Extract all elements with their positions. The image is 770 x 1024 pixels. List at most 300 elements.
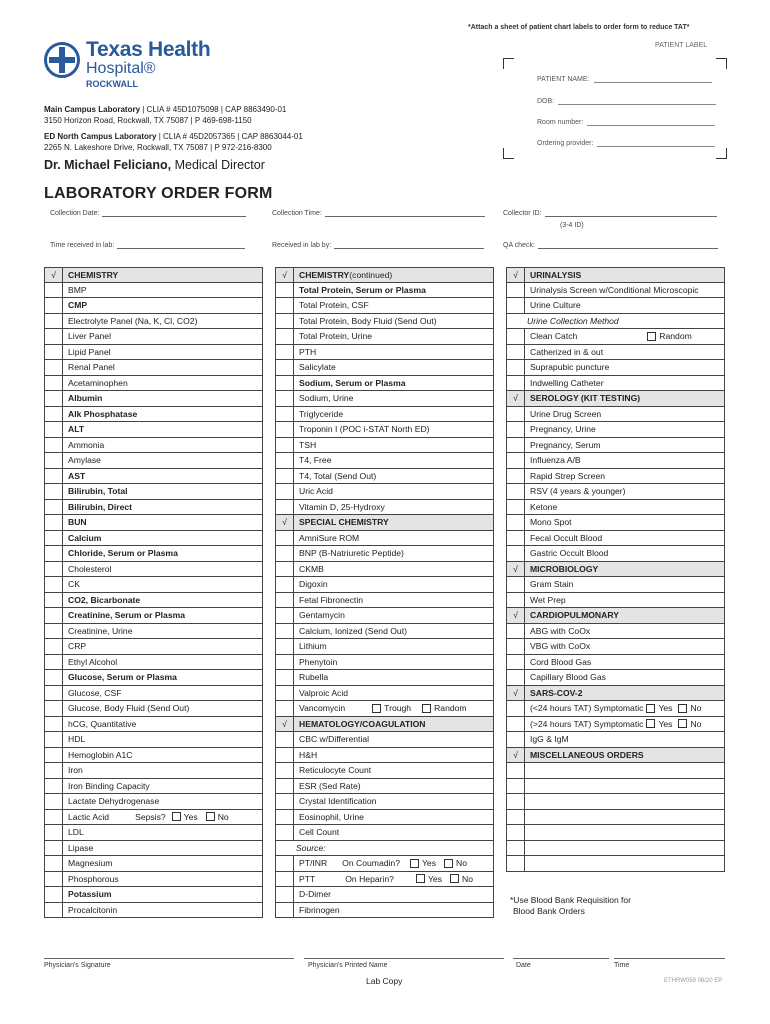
test-row-eosinophil-urine[interactable] bbox=[275, 810, 494, 826]
sars-yes-checkbox[interactable] bbox=[646, 719, 655, 728]
check-mark-icon: √ bbox=[507, 748, 525, 763]
order-checkbox[interactable] bbox=[276, 887, 294, 902]
order-checkbox[interactable] bbox=[45, 903, 63, 918]
order-checkbox[interactable] bbox=[45, 329, 63, 344]
test-row-glucose-serum-or-plasma[interactable] bbox=[44, 670, 263, 686]
test-row-suprapubic-puncture[interactable] bbox=[506, 360, 725, 376]
test-row-amnisure-rom[interactable] bbox=[275, 531, 494, 547]
blank-order-row[interactable] bbox=[506, 779, 725, 795]
order-checkbox[interactable] bbox=[45, 484, 63, 499]
test-row-creatinine-serum-or-plasma[interactable] bbox=[44, 608, 263, 624]
order-checkbox[interactable] bbox=[507, 329, 525, 344]
test-row-iron[interactable] bbox=[44, 763, 263, 779]
random-checkbox[interactable] bbox=[422, 704, 431, 713]
heparin-yes-checkbox[interactable] bbox=[416, 874, 425, 883]
test-row-ethyl-alcohol[interactable] bbox=[44, 655, 263, 671]
order-checkbox[interactable] bbox=[507, 314, 525, 329]
order-checkbox[interactable] bbox=[507, 825, 525, 840]
test-row-fibrinogen[interactable] bbox=[275, 903, 494, 919]
order-checkbox[interactable] bbox=[507, 438, 525, 453]
order-checkbox[interactable] bbox=[45, 639, 63, 654]
test-row-fetal-fibronectin[interactable] bbox=[275, 593, 494, 609]
check-mark-icon: √ bbox=[276, 268, 294, 282]
order-checkbox[interactable] bbox=[276, 686, 294, 701]
test-row-vancomycin[interactable] bbox=[275, 701, 494, 717]
order-checkbox[interactable] bbox=[507, 283, 525, 298]
order-checkbox[interactable] bbox=[507, 453, 525, 468]
order-checkbox[interactable] bbox=[276, 422, 294, 437]
test-label: Procalcitonin bbox=[68, 904, 118, 915]
test-row-esr-sed-rate[interactable] bbox=[275, 779, 494, 795]
test-row-co2-bicarbonate[interactable] bbox=[44, 593, 263, 609]
sepsis-label: Sepsis? bbox=[135, 811, 166, 822]
signature-line[interactable] bbox=[44, 958, 294, 959]
order-checkbox[interactable] bbox=[45, 360, 63, 375]
order-checkbox[interactable] bbox=[276, 794, 294, 809]
test-row-cord-blood-gas[interactable] bbox=[506, 655, 725, 671]
test-label: CBC w/Differential bbox=[299, 734, 370, 745]
test-row-catherized-in-out[interactable] bbox=[506, 345, 725, 361]
test-row-calcium-ionized-send-out[interactable] bbox=[275, 624, 494, 640]
order-checkbox[interactable] bbox=[507, 763, 525, 778]
order-checkbox[interactable] bbox=[45, 500, 63, 515]
order-checkbox[interactable] bbox=[276, 345, 294, 360]
sars-no-checkbox[interactable] bbox=[678, 704, 687, 713]
order-checkbox[interactable] bbox=[45, 748, 63, 763]
order-checkbox[interactable] bbox=[45, 810, 63, 825]
order-checkbox[interactable] bbox=[507, 841, 525, 856]
order-checkbox[interactable] bbox=[507, 593, 525, 608]
order-checkbox[interactable] bbox=[276, 670, 294, 685]
test-label: SEROLOGY (KIT TESTING) bbox=[530, 393, 641, 404]
test-label: Chloride, Serum or Plasma bbox=[68, 548, 178, 559]
test-row-cmp[interactable] bbox=[44, 298, 263, 314]
test-row-gastric-occult-blood[interactable] bbox=[506, 546, 725, 562]
order-checkbox[interactable] bbox=[507, 484, 525, 499]
test-row-phosphorous[interactable] bbox=[44, 872, 263, 888]
test-row-ldl[interactable] bbox=[44, 825, 263, 841]
blank-order-row[interactable] bbox=[506, 763, 725, 779]
order-checkbox[interactable] bbox=[276, 841, 294, 856]
order-checkbox[interactable] bbox=[45, 298, 63, 313]
test-label: URINALYSIS bbox=[530, 269, 582, 280]
order-checkbox[interactable] bbox=[45, 469, 63, 484]
order-checkbox[interactable] bbox=[45, 283, 63, 298]
order-checkbox[interactable] bbox=[45, 562, 63, 577]
order-checkbox[interactable] bbox=[276, 329, 294, 344]
test-row-cbc-w-differential[interactable] bbox=[275, 732, 494, 748]
order-checkbox[interactable] bbox=[45, 593, 63, 608]
test-row-cholesterol[interactable] bbox=[44, 562, 263, 578]
test-row-urine-drug-screen[interactable] bbox=[506, 407, 725, 423]
order-checkbox[interactable] bbox=[45, 841, 63, 856]
test-row-gentamycin[interactable] bbox=[275, 608, 494, 624]
test-row-bilirubin-total[interactable] bbox=[44, 484, 263, 500]
order-checkbox[interactable] bbox=[507, 422, 525, 437]
test-row-capillary-blood-gas[interactable] bbox=[506, 670, 725, 686]
test-row-chloride-serum-or-plasma[interactable] bbox=[44, 546, 263, 562]
heparin-no-checkbox[interactable] bbox=[450, 874, 459, 883]
test-row-acetaminophen[interactable] bbox=[44, 376, 263, 392]
sars-yes-checkbox[interactable] bbox=[646, 704, 655, 713]
order-checkbox[interactable] bbox=[276, 391, 294, 406]
order-checkbox[interactable] bbox=[276, 763, 294, 778]
test-row-alk-phosphatase[interactable] bbox=[44, 407, 263, 423]
date-line[interactable] bbox=[513, 958, 609, 959]
order-checkbox[interactable] bbox=[276, 469, 294, 484]
test-label: SPECIAL CHEMISTRY bbox=[299, 517, 389, 528]
coumadin-no-checkbox[interactable] bbox=[444, 859, 453, 868]
urine-random-checkbox[interactable] bbox=[647, 332, 656, 341]
order-checkbox[interactable] bbox=[276, 298, 294, 313]
order-checkbox[interactable] bbox=[45, 825, 63, 840]
order-checkbox[interactable] bbox=[276, 438, 294, 453]
order-checkbox[interactable] bbox=[45, 701, 63, 716]
collector-id-field[interactable]: Collector ID: bbox=[503, 210, 717, 217]
test-row-urine-collection-method bbox=[506, 314, 725, 330]
blank-order-row[interactable] bbox=[506, 794, 725, 810]
test-row-renal-panel[interactable] bbox=[44, 360, 263, 376]
test-label: BMP bbox=[68, 284, 87, 295]
test-row-procalcitonin[interactable] bbox=[44, 903, 263, 919]
test-row-d-dimer[interactable] bbox=[275, 887, 494, 903]
test-row-total-protein-urine[interactable] bbox=[275, 329, 494, 345]
test-row-t4-free[interactable] bbox=[275, 453, 494, 469]
order-checkbox[interactable] bbox=[45, 670, 63, 685]
order-checkbox[interactable] bbox=[45, 391, 63, 406]
section-header-chemistry bbox=[44, 267, 263, 283]
test-label: Uric Acid bbox=[299, 486, 333, 497]
test-row-calcium[interactable] bbox=[44, 531, 263, 547]
order-checkbox[interactable] bbox=[276, 376, 294, 391]
order-checkbox[interactable] bbox=[276, 639, 294, 654]
order-checkbox[interactable] bbox=[507, 515, 525, 530]
test-row-vitamin-d-25-hydroxy[interactable] bbox=[275, 500, 494, 516]
order-checkbox[interactable] bbox=[507, 810, 525, 825]
room-number-field[interactable]: Room number: bbox=[537, 119, 715, 126]
coumadin-yes-checkbox[interactable] bbox=[410, 859, 419, 868]
test-row-rsv-4-years-younger[interactable] bbox=[506, 484, 725, 500]
test-row-reticulocyte-count[interactable] bbox=[275, 763, 494, 779]
blank-order-row[interactable] bbox=[506, 841, 725, 857]
test-label: VBG with CoOx bbox=[530, 641, 591, 652]
order-checkbox[interactable] bbox=[507, 717, 525, 732]
order-checkbox[interactable] bbox=[45, 314, 63, 329]
order-checkbox[interactable] bbox=[45, 624, 63, 639]
order-checkbox[interactable] bbox=[45, 763, 63, 778]
collection-time-field[interactable]: Collection Time: bbox=[272, 210, 485, 217]
order-checkbox[interactable] bbox=[507, 856, 525, 871]
test-row-igg-igm[interactable] bbox=[506, 732, 725, 748]
order-checkbox[interactable] bbox=[507, 531, 525, 546]
test-label: Calcium, Ionized (Send Out) bbox=[299, 625, 407, 636]
test-label: LDL bbox=[68, 827, 84, 838]
order-checkbox[interactable] bbox=[276, 531, 294, 546]
test-label: Albumin bbox=[68, 393, 103, 404]
test-row-amylase[interactable] bbox=[44, 453, 263, 469]
test-row-ck[interactable] bbox=[44, 577, 263, 593]
collection-date-field[interactable]: Collection Date: bbox=[50, 210, 246, 217]
test-label: CK bbox=[68, 579, 80, 590]
chemistry-continued-column bbox=[275, 267, 494, 918]
test-row-liver-panel[interactable] bbox=[44, 329, 263, 345]
order-checkbox[interactable] bbox=[507, 670, 525, 685]
test-row-influenza-a-b[interactable] bbox=[506, 453, 725, 469]
test-label: Vancomycin Trough Random bbox=[299, 703, 467, 714]
test-row-crystal-identification[interactable] bbox=[275, 794, 494, 810]
test-row-ammonia[interactable] bbox=[44, 438, 263, 454]
test-row-bun[interactable] bbox=[44, 515, 263, 531]
test-label: Magnesium bbox=[68, 858, 113, 869]
order-checkbox[interactable] bbox=[276, 748, 294, 763]
test-label: CARDIOPULMONARY bbox=[530, 610, 619, 621]
sepsis-no-checkbox[interactable] bbox=[206, 812, 215, 821]
test-row-tsh[interactable] bbox=[275, 438, 494, 454]
test-row-uric-acid[interactable] bbox=[275, 484, 494, 500]
test-row-cell-count[interactable] bbox=[275, 825, 494, 841]
order-checkbox[interactable] bbox=[45, 345, 63, 360]
test-row-hemoglobin-a1c[interactable] bbox=[44, 748, 263, 764]
order-checkbox[interactable] bbox=[507, 639, 525, 654]
test-label: ESR (Sed Rate) bbox=[299, 780, 361, 791]
order-checkbox[interactable] bbox=[507, 345, 525, 360]
test-row-abg-with-coox[interactable] bbox=[506, 624, 725, 640]
order-checkbox[interactable] bbox=[45, 887, 63, 902]
test-row-phenytoin[interactable] bbox=[275, 655, 494, 671]
dob-field[interactable]: DOB: bbox=[537, 98, 716, 105]
test-row-h-h[interactable] bbox=[275, 748, 494, 764]
order-checkbox[interactable] bbox=[45, 453, 63, 468]
test-label: Fetal Fibronectin bbox=[299, 594, 364, 605]
test-row-salicylate[interactable] bbox=[275, 360, 494, 376]
sars-no-checkbox[interactable] bbox=[678, 719, 687, 728]
test-label: Bilirubin, Direct bbox=[68, 501, 132, 512]
test-row-clean-catch[interactable] bbox=[506, 329, 725, 345]
order-checkbox[interactable] bbox=[507, 407, 525, 422]
test-row-lactate-dehydrogenase[interactable] bbox=[44, 794, 263, 810]
order-checkbox[interactable] bbox=[276, 872, 294, 887]
order-checkbox[interactable] bbox=[507, 794, 525, 809]
test-row-potassium[interactable] bbox=[44, 887, 263, 903]
test-label: Lactic Acid Sepsis? Yes No bbox=[68, 811, 229, 822]
order-checkbox[interactable] bbox=[276, 810, 294, 825]
qa-check-field[interactable]: QA check: bbox=[503, 242, 718, 249]
test-row-wet-prep[interactable] bbox=[506, 593, 725, 609]
order-checkbox[interactable] bbox=[276, 484, 294, 499]
test-label: AmniSure ROM bbox=[299, 532, 360, 543]
test-row-lipid-panel[interactable] bbox=[44, 345, 263, 361]
order-checkbox[interactable] bbox=[276, 608, 294, 623]
test-row-iron-binding-capacity[interactable] bbox=[44, 779, 263, 795]
test-label: Urinalysis Screen w/Conditional Microscopic bbox=[530, 284, 699, 295]
test-label: Influenza A/B bbox=[530, 455, 581, 466]
order-checkbox[interactable] bbox=[45, 872, 63, 887]
test-row-gram-stain[interactable] bbox=[506, 577, 725, 593]
test-row-bmp[interactable] bbox=[44, 283, 263, 299]
order-checkbox[interactable] bbox=[276, 593, 294, 608]
test-row-pregnancy-urine[interactable] bbox=[506, 422, 725, 438]
order-checkbox[interactable] bbox=[507, 624, 525, 639]
test-row-crp[interactable] bbox=[44, 639, 263, 655]
order-checkbox[interactable] bbox=[507, 655, 525, 670]
test-row-hdl[interactable] bbox=[44, 732, 263, 748]
trough-checkbox[interactable] bbox=[372, 704, 381, 713]
order-checkbox[interactable] bbox=[507, 376, 525, 391]
order-checkbox[interactable] bbox=[276, 314, 294, 329]
order-checkbox[interactable] bbox=[276, 655, 294, 670]
order-checkbox[interactable] bbox=[45, 655, 63, 670]
test-row-total-protein-serum-or-plasma[interactable] bbox=[275, 283, 494, 299]
test-row-albumin[interactable] bbox=[44, 391, 263, 407]
order-checkbox[interactable] bbox=[276, 453, 294, 468]
patient-label-title: PATIENT LABEL bbox=[655, 42, 708, 49]
order-checkbox[interactable] bbox=[276, 779, 294, 794]
received-by-field[interactable]: Received in lab by: bbox=[272, 242, 484, 249]
test-row-lipase[interactable] bbox=[44, 841, 263, 857]
order-checkbox[interactable] bbox=[507, 500, 525, 515]
order-checkbox[interactable] bbox=[276, 562, 294, 577]
test-row-mono-spot[interactable] bbox=[506, 515, 725, 531]
test-row-glucose-body-fluid-send-out[interactable] bbox=[44, 701, 263, 717]
order-checkbox[interactable] bbox=[45, 531, 63, 546]
test-row-urinalysis-screen-w-conditional-microscopic[interactable] bbox=[506, 283, 725, 299]
test-row-glucose-csf[interactable] bbox=[44, 686, 263, 702]
test-row-total-protein-csf[interactable] bbox=[275, 298, 494, 314]
test-row-vbg-with-coox[interactable] bbox=[506, 639, 725, 655]
ordering-provider-field[interactable]: Ordering provider: bbox=[537, 140, 715, 147]
test-label: Urine Culture bbox=[530, 300, 581, 311]
test-row-sodium-urine[interactable] bbox=[275, 391, 494, 407]
test-label: Triglyceride bbox=[299, 408, 344, 419]
time-received-field[interactable]: Time received in lab: bbox=[50, 242, 245, 249]
order-checkbox[interactable] bbox=[507, 577, 525, 592]
order-checkbox[interactable] bbox=[45, 856, 63, 871]
order-checkbox[interactable] bbox=[45, 779, 63, 794]
test-row-bnp-b-natriuretic-peptide[interactable] bbox=[275, 546, 494, 562]
test-row-troponin-i-poc-i-stat-north-ed[interactable] bbox=[275, 422, 494, 438]
order-checkbox[interactable] bbox=[45, 686, 63, 701]
test-row-bilirubin-direct[interactable] bbox=[44, 500, 263, 516]
order-checkbox[interactable] bbox=[45, 608, 63, 623]
order-checkbox[interactable] bbox=[507, 701, 525, 716]
order-checkbox[interactable] bbox=[507, 546, 525, 561]
test-row-hcg-quantitative[interactable] bbox=[44, 717, 263, 733]
order-checkbox[interactable] bbox=[45, 438, 63, 453]
test-row-total-protein-body-fluid-send-out[interactable] bbox=[275, 314, 494, 330]
section-header-miscellaneous-orders bbox=[506, 748, 725, 764]
time-line[interactable] bbox=[614, 958, 725, 959]
test-row-pregnancy-serum[interactable] bbox=[506, 438, 725, 454]
test-row-triglyceride[interactable] bbox=[275, 407, 494, 423]
test-row-indwelling-catheter[interactable] bbox=[506, 376, 725, 392]
test-label: Glucose, CSF bbox=[68, 687, 122, 698]
blank-order-row[interactable] bbox=[506, 810, 725, 826]
test-row-magnesium[interactable] bbox=[44, 856, 263, 872]
test-row-electrolyte-panel-na-k-cl-co2[interactable] bbox=[44, 314, 263, 330]
order-checkbox[interactable] bbox=[276, 577, 294, 592]
order-checkbox[interactable] bbox=[276, 732, 294, 747]
test-row-24-hours-tat-symptomatic[interactable] bbox=[506, 701, 725, 717]
test-row-ckmb[interactable] bbox=[275, 562, 494, 578]
test-row-creatinine-urine[interactable] bbox=[44, 624, 263, 640]
order-checkbox[interactable] bbox=[276, 360, 294, 375]
north-lab-info: ED North Campus Laboratory | CLIA # 45D2057365 | CAP 8863044-01 2265 N. Lakeshore Drive, Rockwall, TX 75087 | P 972-216-8300 bbox=[44, 132, 303, 152]
section-header-cardiopulmonary bbox=[506, 608, 725, 624]
test-row-24-hours-tat-symptomatic[interactable] bbox=[506, 717, 725, 733]
order-checkbox[interactable] bbox=[45, 717, 63, 732]
test-row-pth[interactable] bbox=[275, 345, 494, 361]
order-checkbox[interactable] bbox=[507, 779, 525, 794]
test-label: Vitamin D, 25-Hydroxy bbox=[299, 501, 385, 512]
sepsis-yes-checkbox[interactable] bbox=[172, 812, 181, 821]
label-corner-br bbox=[716, 148, 727, 159]
check-mark-icon: √ bbox=[507, 608, 525, 623]
order-checkbox[interactable] bbox=[45, 794, 63, 809]
test-row-pt-inr[interactable] bbox=[275, 856, 494, 872]
order-checkbox[interactable] bbox=[507, 360, 525, 375]
order-checkbox[interactable] bbox=[507, 469, 525, 484]
order-checkbox[interactable] bbox=[276, 500, 294, 515]
order-checkbox[interactable] bbox=[45, 376, 63, 391]
order-checkbox[interactable] bbox=[45, 546, 63, 561]
test-row-lactic-acid[interactable] bbox=[44, 810, 263, 826]
test-row-lithium[interactable] bbox=[275, 639, 494, 655]
logo-line2: Hospital® bbox=[86, 60, 156, 77]
test-row-alt[interactable] bbox=[44, 422, 263, 438]
order-checkbox[interactable] bbox=[276, 701, 294, 716]
order-checkbox[interactable] bbox=[276, 856, 294, 871]
test-label: Gentamycin bbox=[299, 610, 345, 621]
order-checkbox[interactable] bbox=[507, 298, 525, 313]
order-checkbox[interactable] bbox=[276, 624, 294, 639]
test-row-ptt[interactable] bbox=[275, 872, 494, 888]
order-checkbox[interactable] bbox=[45, 422, 63, 437]
test-row-ast[interactable] bbox=[44, 469, 263, 485]
test-label: Glucose, Serum or Plasma bbox=[68, 672, 177, 683]
order-checkbox[interactable] bbox=[45, 407, 63, 422]
test-label: Reticulocyte Count bbox=[299, 765, 372, 776]
order-checkbox[interactable] bbox=[276, 825, 294, 840]
order-checkbox[interactable] bbox=[276, 546, 294, 561]
order-checkbox[interactable] bbox=[276, 903, 294, 918]
test-row-fecal-occult-blood[interactable] bbox=[506, 531, 725, 547]
test-row-rubella[interactable] bbox=[275, 670, 494, 686]
test-row-sodium-serum-or-plasma[interactable] bbox=[275, 376, 494, 392]
order-checkbox[interactable] bbox=[45, 515, 63, 530]
test-row-rapid-strep-screen[interactable] bbox=[506, 469, 725, 485]
test-label: CKMB bbox=[299, 563, 324, 574]
order-checkbox[interactable] bbox=[507, 732, 525, 747]
test-row-valproic-acid[interactable] bbox=[275, 686, 494, 702]
order-checkbox[interactable] bbox=[276, 407, 294, 422]
patient-name-field[interactable]: PATIENT NAME: bbox=[537, 76, 712, 83]
test-row-urine-culture[interactable] bbox=[506, 298, 725, 314]
logo-line1: Texas Health bbox=[86, 38, 211, 61]
test-row-ketone[interactable] bbox=[506, 500, 725, 516]
test-label: Pregnancy, Urine bbox=[530, 424, 596, 435]
test-label: Total Protein, Urine bbox=[299, 331, 373, 342]
test-label: CHEMISTRY (continued) bbox=[299, 269, 393, 280]
printed-name-line[interactable] bbox=[304, 958, 504, 959]
test-row-t4-total-send-out[interactable] bbox=[275, 469, 494, 485]
test-label: Salicylate bbox=[299, 362, 336, 373]
test-row-digoxin[interactable] bbox=[275, 577, 494, 593]
order-checkbox[interactable] bbox=[45, 732, 63, 747]
blank-order-row[interactable] bbox=[506, 856, 725, 872]
blank-order-row[interactable] bbox=[506, 825, 725, 841]
order-checkbox[interactable] bbox=[276, 283, 294, 298]
order-checkbox[interactable] bbox=[45, 577, 63, 592]
